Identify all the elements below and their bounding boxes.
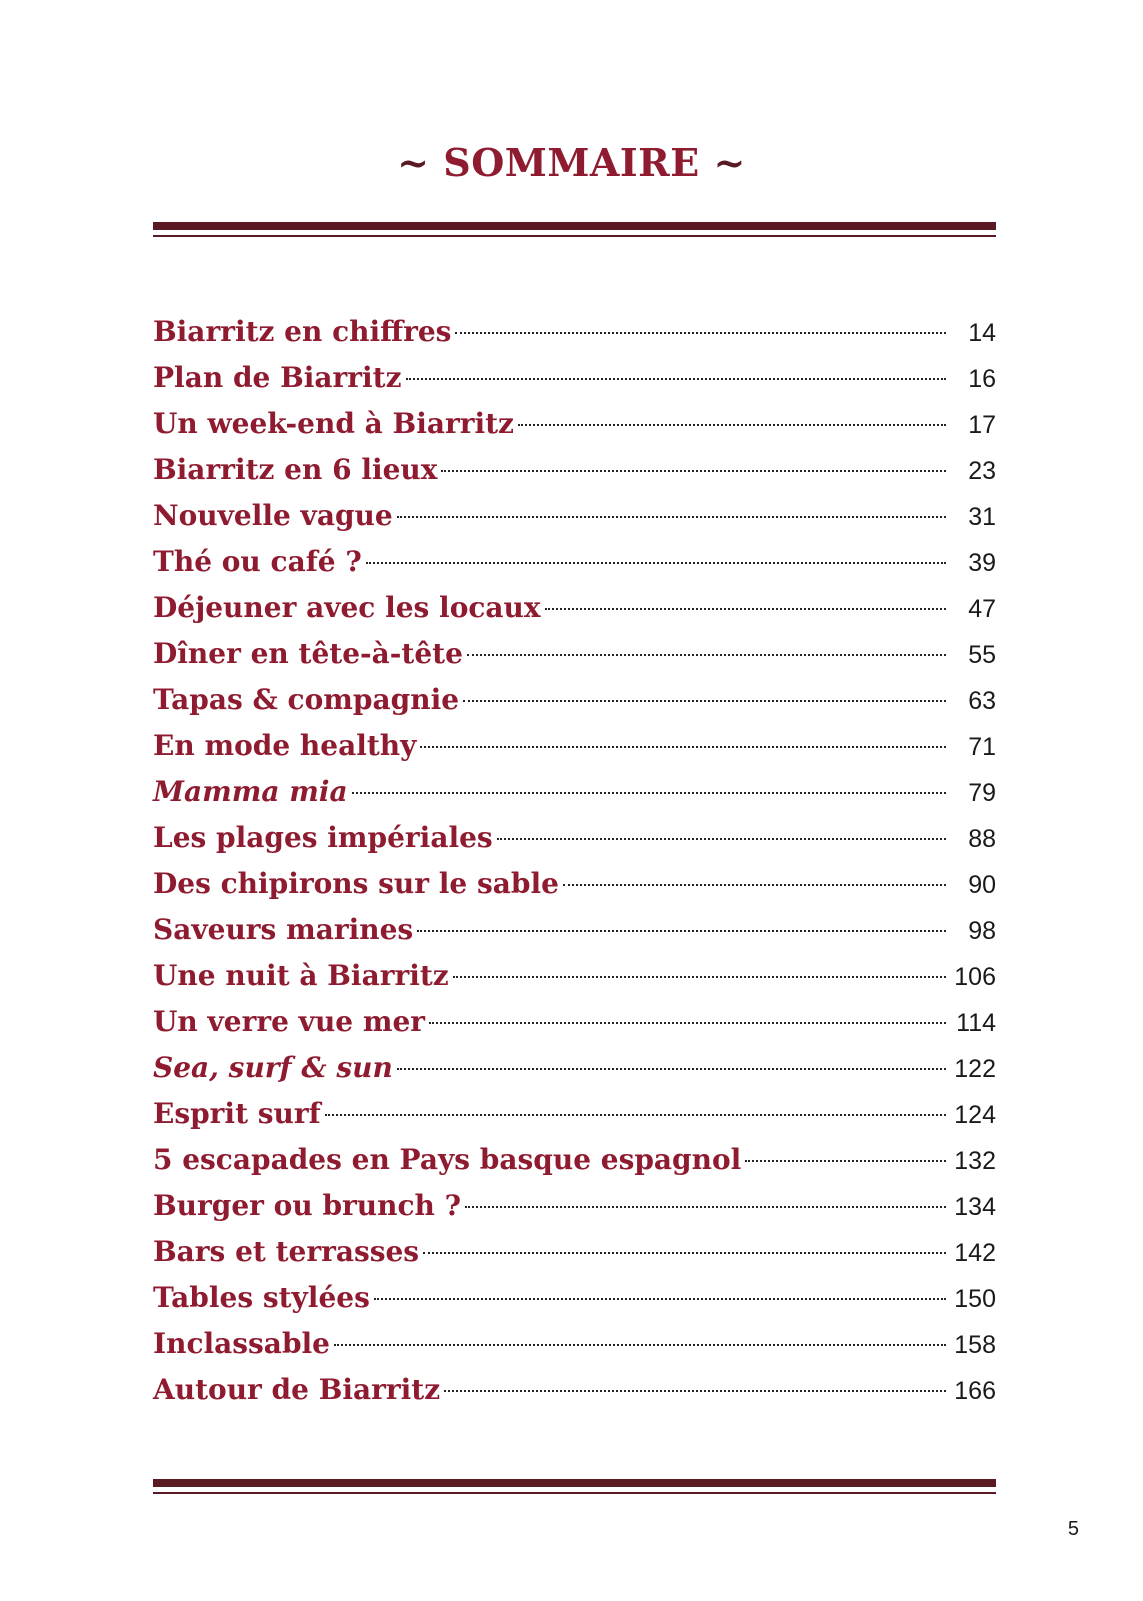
toc-entry-page: 88 xyxy=(968,825,996,853)
toc-entry[interactable] xyxy=(153,539,996,585)
toc-dot-leader xyxy=(334,1344,946,1346)
toc-entry-title: Autour de Biarritz xyxy=(153,1373,441,1406)
toc-dot-leader xyxy=(352,792,946,794)
bottom-rule-thick xyxy=(153,1479,996,1487)
toc-entry[interactable] xyxy=(153,401,996,447)
toc-entry[interactable] xyxy=(153,1367,996,1413)
toc-entry-title: Plan de Biarritz xyxy=(153,361,402,394)
table-of-contents xyxy=(153,309,996,1413)
toc-dot-leader xyxy=(417,930,946,932)
toc-entry-page: 134 xyxy=(954,1193,996,1221)
toc-entry-page: 17 xyxy=(968,411,996,439)
toc-entry-title: Biarritz en chiffres xyxy=(153,315,452,348)
toc-entry-title: En mode healthy xyxy=(153,729,417,762)
toc-entry-page: 14 xyxy=(968,319,996,347)
toc-entry-page: 158 xyxy=(954,1331,996,1359)
toc-dot-leader xyxy=(563,884,946,886)
page-title xyxy=(0,140,1143,185)
toc-entry-page: 47 xyxy=(968,595,996,623)
toc-entry-page: 142 xyxy=(954,1239,996,1267)
toc-entry-page: 79 xyxy=(968,779,996,807)
toc-entry[interactable] xyxy=(153,723,996,769)
toc-entry-page: 150 xyxy=(954,1285,996,1313)
toc-entry-page: 23 xyxy=(968,457,996,485)
toc-entry[interactable] xyxy=(153,585,996,631)
toc-entry-title: Biarritz en 6 lieux xyxy=(153,453,438,486)
toc-dot-leader xyxy=(423,1252,946,1254)
toc-entry-title: Mamma mia xyxy=(153,775,348,808)
toc-dot-leader xyxy=(429,1022,946,1024)
toc-entry[interactable] xyxy=(153,447,996,493)
toc-entry-page: 16 xyxy=(968,365,996,393)
toc-entry-page: 98 xyxy=(968,917,996,945)
toc-entry-page: 106 xyxy=(954,963,996,991)
toc-entry-page: 31 xyxy=(968,503,996,531)
toc-entry-page: 63 xyxy=(968,687,996,715)
toc-dot-leader xyxy=(366,562,946,564)
toc-entry-title: Tables stylées xyxy=(153,1281,370,1314)
toc-dot-leader xyxy=(397,1068,946,1070)
toc-entry-title: 5 escapades en Pays basque espagnol xyxy=(153,1143,742,1176)
toc-entry-title: Sea, surf & sun xyxy=(153,1051,393,1084)
toc-entry[interactable] xyxy=(153,1229,996,1275)
title-text: SOMMAIRE xyxy=(443,140,700,185)
top-rule-thick xyxy=(153,222,996,230)
toc-entry-title: Thé ou café ? xyxy=(153,545,362,578)
toc-entry-title: Une nuit à Biarritz xyxy=(153,959,449,992)
title-tilde-right: ~ xyxy=(713,140,746,185)
toc-dot-leader xyxy=(441,470,946,472)
toc-entry-page: 90 xyxy=(968,871,996,899)
toc-entry[interactable] xyxy=(153,1091,996,1137)
bottom-double-rule xyxy=(153,1479,996,1494)
toc-entry-page: 55 xyxy=(968,641,996,669)
toc-entry[interactable] xyxy=(153,907,996,953)
toc-entry[interactable] xyxy=(153,999,996,1045)
toc-dot-leader xyxy=(374,1298,946,1300)
toc-entry[interactable] xyxy=(153,1183,996,1229)
toc-entry-page: 114 xyxy=(956,1009,996,1037)
toc-entry[interactable] xyxy=(153,815,996,861)
toc-entry[interactable] xyxy=(153,677,996,723)
toc-dot-leader xyxy=(406,378,947,380)
toc-entry-title: Un verre vue mer xyxy=(153,1005,426,1038)
toc-entry[interactable] xyxy=(153,1045,996,1091)
toc-entry[interactable] xyxy=(153,493,996,539)
toc-dot-leader xyxy=(455,332,946,334)
toc-entry-title: Burger ou brunch ? xyxy=(153,1189,462,1222)
toc-entry[interactable] xyxy=(153,355,996,401)
toc-entry-title: Un week-end à Biarritz xyxy=(153,407,514,440)
toc-dot-leader xyxy=(745,1160,946,1162)
toc-entry-title: Inclassable xyxy=(153,1327,330,1360)
toc-entry[interactable] xyxy=(153,769,996,815)
toc-entry-title: Dîner en tête-à-tête xyxy=(153,637,463,670)
toc-dot-leader xyxy=(444,1390,946,1392)
toc-entry[interactable] xyxy=(153,1137,996,1183)
toc-entry-page: 122 xyxy=(954,1055,996,1083)
toc-dot-leader xyxy=(463,700,946,702)
toc-entry-title: Bars et terrasses xyxy=(153,1235,420,1268)
toc-entry[interactable] xyxy=(153,1321,996,1367)
toc-entry-title: Tapas & compagnie xyxy=(153,683,460,716)
toc-entry-page: 166 xyxy=(954,1377,996,1405)
toc-dot-leader xyxy=(420,746,946,748)
toc-dot-leader xyxy=(397,516,946,518)
toc-entry-page: 71 xyxy=(968,733,996,761)
top-double-rule xyxy=(153,222,996,237)
toc-dot-leader xyxy=(545,608,946,610)
page-number: 5 xyxy=(1067,1518,1079,1540)
toc-entry-page: 124 xyxy=(954,1101,996,1129)
toc-entry[interactable] xyxy=(153,309,996,355)
top-rule-thin xyxy=(153,235,996,237)
toc-dot-leader xyxy=(467,654,946,656)
toc-entry-title: Nouvelle vague xyxy=(153,499,393,532)
toc-entry[interactable] xyxy=(153,861,996,907)
toc-dot-leader xyxy=(497,838,946,840)
toc-entry-page: 39 xyxy=(968,549,996,577)
toc-dot-leader xyxy=(518,424,946,426)
toc-entry-title: Saveurs marines xyxy=(153,913,414,946)
toc-entry[interactable] xyxy=(153,953,996,999)
toc-entry-title: Les plages impériales xyxy=(153,821,493,854)
toc-entry-title: Des chipirons sur le sable xyxy=(153,867,559,900)
title-tilde-left: ~ xyxy=(397,140,430,185)
toc-dot-leader xyxy=(453,976,946,978)
toc-entry[interactable] xyxy=(153,1275,996,1321)
toc-dot-leader xyxy=(325,1114,946,1116)
toc-entry-title: Esprit surf xyxy=(153,1097,321,1130)
toc-entry-title: Déjeuner avec les locaux xyxy=(153,591,541,624)
toc-entry-page: 132 xyxy=(954,1147,996,1175)
toc-entry[interactable] xyxy=(153,631,996,677)
toc-dot-leader xyxy=(465,1206,946,1208)
bottom-rule-thin xyxy=(153,1492,996,1494)
